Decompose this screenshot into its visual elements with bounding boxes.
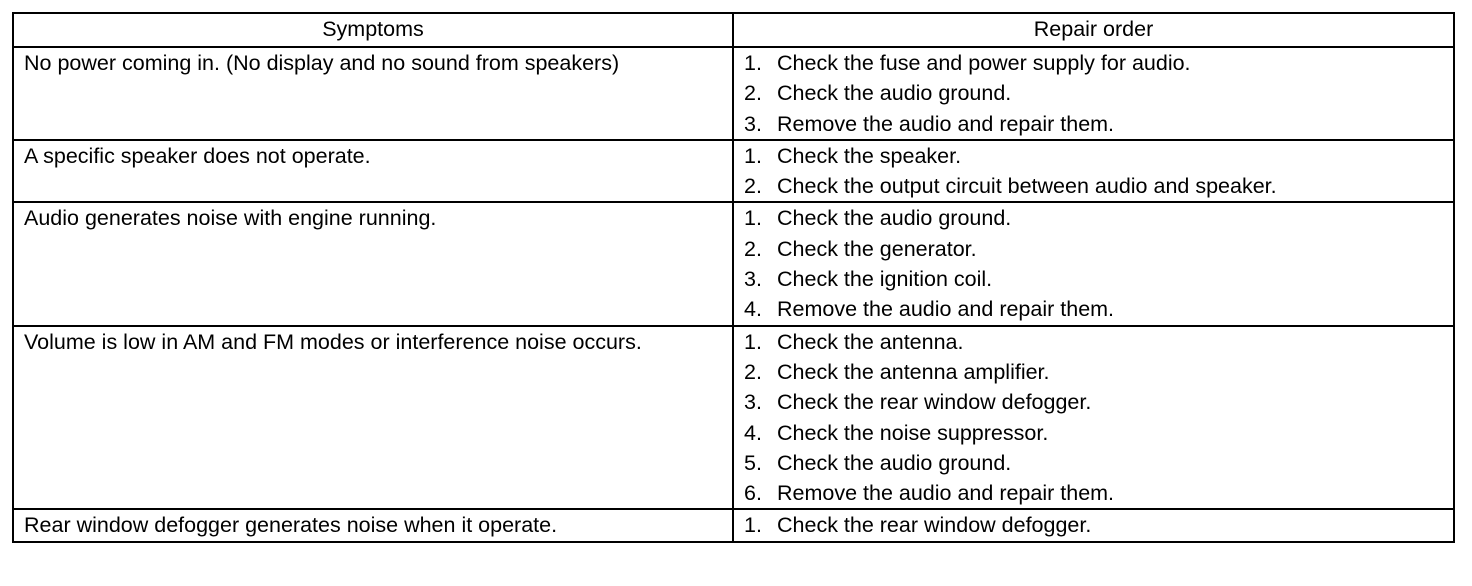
- repair-cell: [733, 326, 1454, 510]
- step-number: 2.: [744, 81, 762, 106]
- step-number: 5.: [744, 450, 762, 475]
- step-text: Check the antenna amplifier.: [777, 359, 1050, 384]
- symptom-cell: No power coming in. (No display and no sound from speakers): [13, 47, 733, 140]
- repair-step: [744, 418, 1453, 448]
- repair-steps: [744, 141, 1453, 202]
- repair-step: [744, 327, 1453, 357]
- step-text: Check the speaker.: [777, 143, 962, 168]
- repair-step: [744, 448, 1453, 478]
- step-number: 6.: [744, 481, 762, 506]
- repair-step: [744, 48, 1453, 78]
- step-text: Check the generator.: [777, 236, 977, 261]
- step-number: 1.: [744, 329, 762, 354]
- step-text: Check the ignition coil.: [777, 267, 993, 292]
- repair-step: [744, 203, 1453, 233]
- table-body: [13, 47, 1454, 542]
- repair-step: [744, 78, 1453, 108]
- symptom-cell: A specific speaker does not operate.: [13, 140, 733, 203]
- step-number: 1.: [744, 143, 762, 168]
- step-number: 2.: [744, 359, 762, 384]
- step-text: Check the antenna.: [777, 329, 964, 354]
- repair-steps: [744, 203, 1453, 324]
- step-text: Check the output circuit between audio and speaker.: [777, 174, 1277, 199]
- repair-step: [744, 387, 1453, 417]
- repair-cell: [733, 47, 1454, 140]
- step-number: 1.: [744, 51, 762, 75]
- repair-step: [744, 357, 1453, 387]
- table-row: [13, 140, 1454, 203]
- step-text: Remove the audio and repair them.: [777, 111, 1115, 136]
- step-text: Check the rear window defogger.: [777, 513, 1092, 538]
- repair-step: [744, 171, 1453, 201]
- step-text: Remove the audio and repair them.: [777, 481, 1115, 506]
- step-text: Check the rear window defogger.: [777, 390, 1092, 415]
- step-number: 4.: [744, 420, 762, 445]
- repair-cell: [733, 202, 1454, 325]
- table-row: [13, 47, 1454, 140]
- table-header: [13, 13, 1454, 47]
- symptom-cell: Rear window defogger generates noise when it operate.: [13, 509, 733, 541]
- repair-step: [744, 510, 1453, 540]
- header-row: [13, 13, 1454, 47]
- repair-steps: [744, 510, 1453, 540]
- table-row: [13, 202, 1454, 325]
- header-symptoms: Symptoms: [13, 13, 733, 47]
- symptom-repair-table: [12, 12, 1455, 543]
- repair-step: [744, 478, 1453, 508]
- repair-cell: [733, 140, 1454, 203]
- symptom-cell: Audio generates noise with engine running.: [13, 202, 733, 325]
- step-text: Check the audio ground.: [777, 206, 1012, 231]
- repair-step: [744, 294, 1453, 324]
- step-number: 1.: [744, 513, 762, 538]
- header-repair-order: Repair order: [733, 13, 1454, 47]
- step-text: Check the audio ground.: [777, 81, 1012, 106]
- repair-steps: [744, 327, 1453, 509]
- table-row: [13, 326, 1454, 510]
- repair-cell: [733, 509, 1454, 541]
- step-text: Check the noise suppressor.: [777, 420, 1049, 445]
- step-text: Check the fuse and power supply for audio.: [777, 51, 1191, 75]
- step-number: 3.: [744, 111, 762, 136]
- repair-step: [744, 141, 1453, 171]
- step-number: 3.: [744, 390, 762, 415]
- table-row: [13, 509, 1454, 541]
- repair-step: [744, 109, 1453, 139]
- step-number: 2.: [744, 236, 762, 261]
- symptom-cell: Volume is low in AM and FM modes or interference noise occurs.: [13, 326, 733, 510]
- step-number: 3.: [744, 267, 762, 292]
- repair-steps: [744, 48, 1453, 139]
- step-text: Remove the audio and repair them.: [777, 297, 1115, 322]
- step-number: 4.: [744, 297, 762, 322]
- step-text: Check the audio ground.: [777, 450, 1012, 475]
- repair-step: [744, 234, 1453, 264]
- step-number: 1.: [744, 206, 762, 231]
- step-number: 2.: [744, 174, 762, 199]
- repair-step: [744, 264, 1453, 294]
